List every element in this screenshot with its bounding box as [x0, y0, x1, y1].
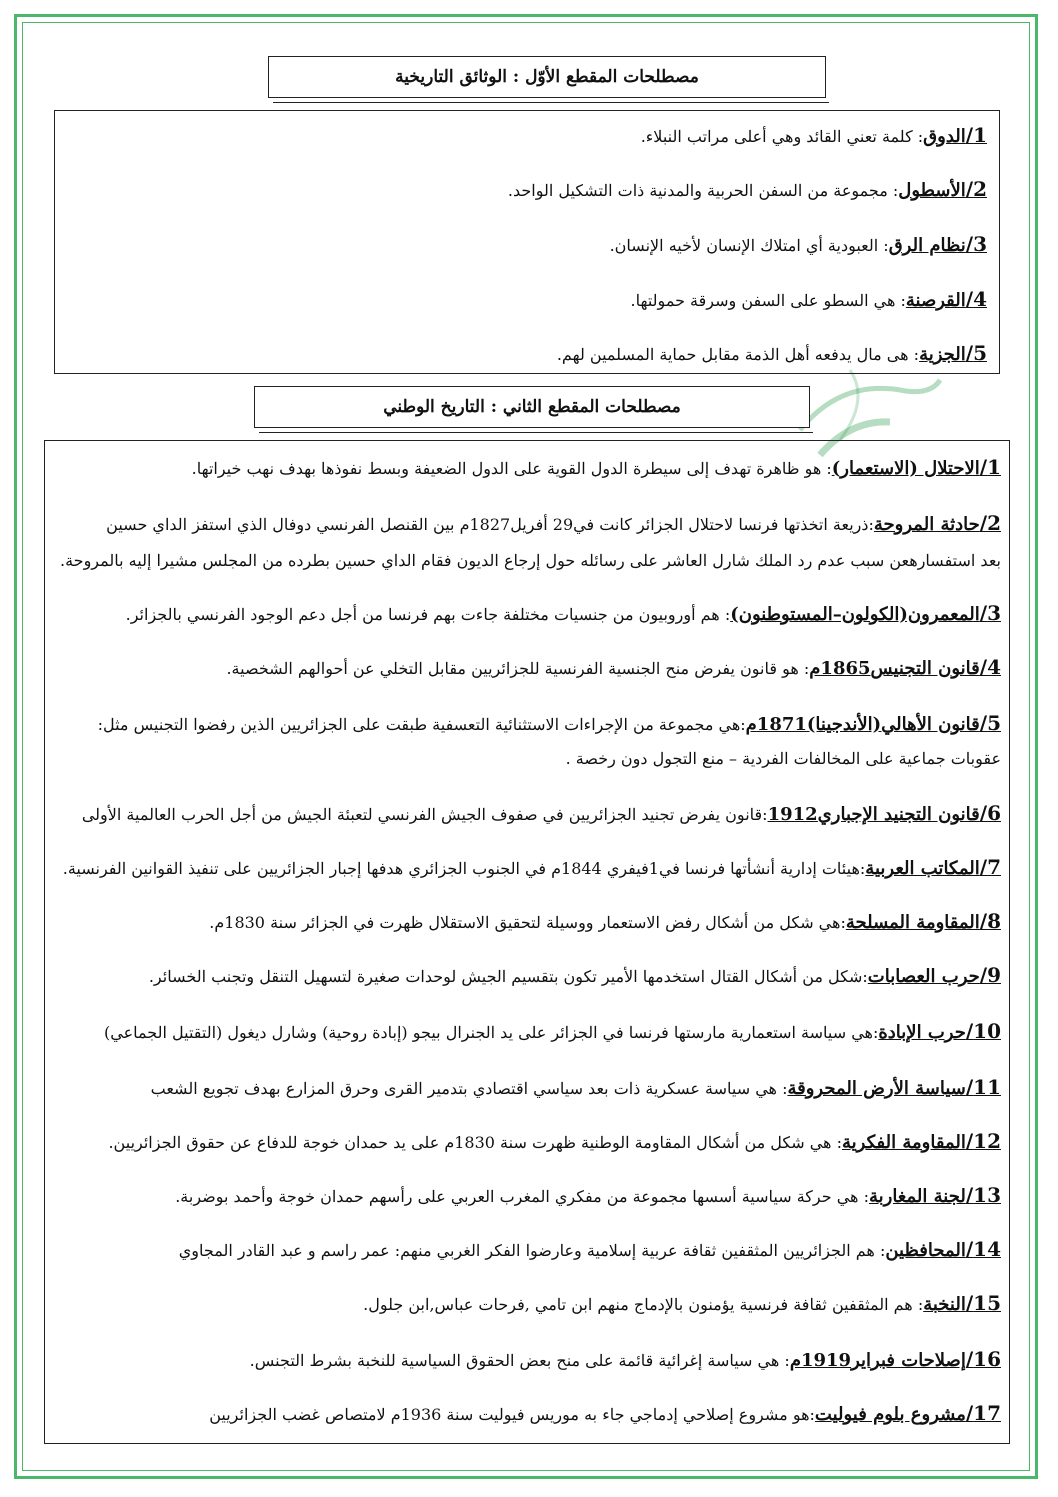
- definition-row: [45, 1071, 1009, 1105]
- definition-text: هي حركة سياسية أسسها مجموعة من مفكري المغرب العربي على رأسهم حمدان خوجة وأحمد بوضربة.: [175, 1187, 859, 1206]
- definition-text: شكل من أشكال القتال استخدمها الأمير تكون بتقسيم الجيش لوحدات صغيرة لتسهيل التنقل وتجنب الخسائر.: [148, 967, 863, 986]
- section1-title: [268, 56, 826, 98]
- definition-text: قانون يفرض تجنيد الجزائريين في صفوف الجيش الفرنسي لتعبئة الجيش من أجل الحرب العالمية الأولى: [81, 805, 763, 824]
- item-number: 4/: [979, 655, 1001, 679]
- term-label: حرب الإبادة: [878, 1022, 966, 1043]
- separator: :: [887, 181, 899, 200]
- section1-box: [54, 110, 1000, 374]
- term-label: إصلاحات فبراير1919م: [789, 1350, 966, 1371]
- definition-text: هم أوروبيون من جنسيات مختلفة جاءت بهم فرنسا من أجل دعم الوجود الفرنسي بالجزائر.: [125, 605, 720, 624]
- separator: :: [868, 515, 874, 534]
- item-number: 5/: [965, 341, 987, 365]
- term-label: القرصنة: [905, 290, 966, 311]
- item-number: 1/: [979, 455, 1001, 479]
- item-number: 16/: [965, 1347, 1001, 1371]
- definition-text: هو قانون يفرض منح الجنسية الفرنسية للجزائريين مقابل التخلي عن أحوالهم الشخصية.: [226, 659, 799, 678]
- definition-row: [55, 337, 999, 371]
- term-label: المقاومة الفكرية: [841, 1132, 966, 1153]
- definition-row: [45, 1179, 1009, 1213]
- separator: :: [908, 345, 920, 364]
- item-number: 3/: [965, 232, 987, 256]
- item-number: 8/: [979, 909, 1001, 933]
- term-label: النخبة: [923, 1294, 966, 1315]
- item-number: 1/: [965, 123, 987, 147]
- definition-row: [45, 1125, 1009, 1159]
- definition-row: [45, 905, 1009, 939]
- definition-row: [45, 797, 1009, 831]
- separator: :: [895, 291, 906, 310]
- separator: :: [809, 1405, 815, 1424]
- separator: :: [874, 1241, 886, 1260]
- term-label: حادثة المروحة: [873, 514, 980, 535]
- separator: :: [821, 459, 832, 478]
- definition-row: [45, 851, 1009, 885]
- definition-row: [45, 1287, 1009, 1321]
- definition-row: [45, 597, 1009, 631]
- separator: :: [859, 859, 866, 878]
- term-label: مشروع بلوم فيوليت: [814, 1404, 966, 1425]
- term-label: قانون التجنيد الإجباري1912: [767, 804, 980, 825]
- item-number: 10/: [965, 1019, 1001, 1043]
- definition-text: هي سياسة استعمارية مارستها فرنسا في الجزائر على يد الجنرال بيجو (إبادة روحية) وشارل ديغول (التقتيل الجماعي): [104, 1023, 873, 1042]
- term-label: الأسطول: [898, 180, 966, 201]
- definition-row: [45, 1233, 1009, 1267]
- definition-text: هي سياسة عسكرية ذات بعد سياسي اقتصادي بتدمير القرى وحرق المزارع بهدف تجويع الشعب: [150, 1079, 777, 1098]
- item-number: 9/: [979, 963, 1001, 987]
- definition-text: بعد استفسارهعن سبب عدم رد الملك شارل العاشر على رسائله حول إرجاع الديون فقام الداي حسين بطرده من المجلس مشيرا إليه بالمروحة.: [60, 551, 1001, 570]
- definition-text: هي شكل من أشكال المقاومة الوطنية ظهرت سنة 1830م على يد حمدان خوجة للدفاع عن حقوق الجزائريين.: [108, 1133, 832, 1152]
- item-number: 12/: [965, 1129, 1001, 1153]
- separator: :: [862, 967, 868, 986]
- item-number: 7/: [979, 855, 1001, 879]
- title-tab-shadow: [273, 96, 829, 103]
- term-label: قانون التجنيس1865م: [809, 658, 980, 679]
- definition-text: هيئات إدارية أنشأتها فرنسا في1فيفري 1844م في الجنوب الجزائري هدفها إجبار الجزائريين على تنفيذ القوانين الفرنسية.: [62, 859, 860, 878]
- separator: :: [831, 1133, 842, 1152]
- separator: :: [798, 659, 810, 678]
- definition-row: [55, 173, 999, 207]
- definition-text: هى مال يدفعه أهل الذمة مقابل حماية المسلمين لهم.: [556, 345, 909, 364]
- term-label: المعمرون(الكولون–المستوطنون): [730, 604, 980, 625]
- item-number: 17/: [965, 1401, 1001, 1425]
- definition-text: هي السطو على السفن وسرقة حمولتها.: [630, 291, 896, 310]
- definition-row: [45, 651, 1009, 685]
- item-number: 11/: [965, 1075, 1001, 1099]
- separator: :: [740, 715, 746, 734]
- term-label: نظام الرق: [888, 235, 966, 256]
- term-label: سياسة الأرض المحروقة: [787, 1078, 966, 1099]
- definition-row: [55, 283, 999, 317]
- separator: :: [779, 1351, 790, 1370]
- definition-row: [45, 507, 1009, 541]
- section2-box: [44, 440, 1010, 1444]
- section2-title-text: مصطلحات المقطع الثاني : التاريخ الوطني: [383, 397, 681, 417]
- definition-text: كلمة تعني القائد وهي أعلى مراتب النبلاء.: [640, 127, 913, 146]
- separator: :: [912, 1295, 924, 1314]
- definition-text: العبودية أي امتلاك الإنسان لأخيه الإنسان.: [609, 236, 879, 255]
- section2-title: [254, 386, 810, 428]
- definition-row: [45, 959, 1009, 993]
- item-number: 2/: [979, 511, 1001, 535]
- definition-row: [45, 451, 1009, 485]
- definition-row: [55, 119, 999, 153]
- definition-row-continuation: [45, 545, 1009, 577]
- item-number: 5/: [979, 711, 1001, 735]
- term-label: حرب العصابات: [867, 966, 980, 987]
- definition-row: [55, 228, 999, 262]
- term-label: المقاومة المسلحة: [845, 912, 980, 933]
- term-label: الدوق: [923, 126, 966, 147]
- definition-text: ذريعة اتخذتها فرنسا لاحتلال الجزائر كانت في29 أفريل1827م بين القنصل الفرنسي دوفال الذي استفز الداي حسين: [106, 515, 869, 534]
- term-label: المحافظين: [885, 1240, 966, 1261]
- item-number: 3/: [979, 601, 1001, 625]
- definition-text: هو ظاهرة تهدف إلى سيطرة الدول القوية على الدول الضعيفة وبسط نفوذها بهدف نهب خيراتها.: [191, 459, 822, 478]
- section1-title-text: مصطلحات المقطع الأوّل : الوثائق التاريخية: [395, 67, 699, 87]
- term-label: لجنة المغاربة: [868, 1186, 966, 1207]
- separator: :: [878, 236, 889, 255]
- definition-text: هي مجموعة من الإجراءات الاستثنائية التعسفية طبقت على الجزائريين الذين رفضوا التجنيس مثل:: [97, 715, 741, 734]
- definition-text: هي شكل من أشكال رفض الاستعمار ووسيلة لتحقيق الاستقلال ظهرت في الجزائر سنة 1830م.: [209, 913, 841, 932]
- separator: :: [858, 1187, 869, 1206]
- definition-row: [45, 1397, 1009, 1431]
- definition-text: هو مشروع إصلاحي إدماجي جاء به موريس فيوليت سنة 1936م لامتصاص غضب الجزائريين: [209, 1405, 810, 1424]
- definition-text: هم الجزائريين المثقفين ثقافة عربية إسلامية وعارضوا الفكر الغربي منهم: عمر راسم و عبد القادر المجاوي: [178, 1241, 875, 1260]
- term-label: الجزية: [919, 344, 966, 365]
- definition-text: مجموعة من السفن الحربية والمدنية ذات التشكيل الواحد.: [507, 181, 888, 200]
- item-number: 14/: [965, 1237, 1001, 1261]
- term-label: الاحتلال (الاستعمار): [831, 458, 980, 479]
- separator: :: [912, 127, 924, 146]
- item-number: 15/: [965, 1291, 1001, 1315]
- separator: :: [872, 1023, 879, 1042]
- definition-text: عقوبات جماعية على المخالفات الفردية – منع التجول دون رخصة .: [565, 749, 1001, 768]
- term-label: المكاتب العربية: [865, 858, 980, 879]
- separator: :: [776, 1079, 788, 1098]
- separator: :: [840, 913, 846, 932]
- separator: :: [762, 805, 768, 824]
- item-number: 4/: [965, 287, 987, 311]
- title-tab-shadow: [259, 426, 813, 433]
- item-number: 13/: [965, 1183, 1001, 1207]
- term-label: قانون الأهالي(الأندجينا)1871م: [745, 714, 980, 735]
- definition-row: [45, 1015, 1009, 1049]
- separator: :: [719, 605, 731, 624]
- definition-row: [45, 707, 1009, 741]
- definition-row-continuation: [45, 743, 1009, 775]
- item-number: 6/: [979, 801, 1001, 825]
- definition-row: [45, 1343, 1009, 1377]
- definition-text: هم المثقفين ثقافة فرنسية يؤمنون بالإدماج منهم ابن تامي ,فرحات عباس,ابن جلول.: [363, 1295, 913, 1314]
- item-number: 2/: [965, 177, 987, 201]
- definition-text: هي سياسة إغرائية قائمة على منح بعض الحقوق السياسية للنخبة بشرط التجنس.: [249, 1351, 780, 1370]
